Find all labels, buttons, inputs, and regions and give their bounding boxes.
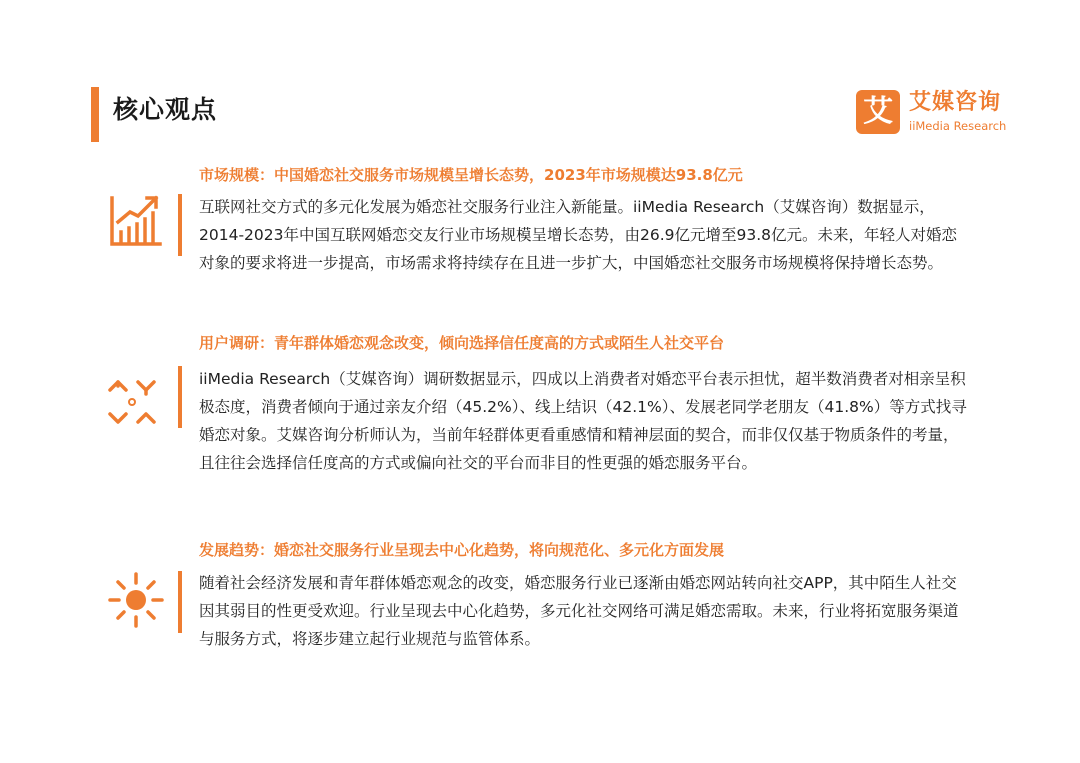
section-accent-bar [178, 194, 182, 256]
title-accent-bar [91, 87, 99, 142]
iimedia-logo [856, 90, 1016, 136]
section-body-market-size: 互联网社交方式的多元化发展为婚恋社交服务行业注入新能量。iiMedia Research（艾媒咨询）数据显示，2014-2023年中国互联网婚恋交友行业市场规模呈增长态势，由26.9亿元增至93.8亿元。未来，年轻人对婚恋对象的要求将进一步提高，市场需求将持续存在且进一步扩大，中国婚恋社交服务市场规模将保持增长态势。 [199, 198, 958, 272]
sun-icon [106, 570, 166, 630]
section-heading-user-research: 用户调研：青年群体婚恋观念改变，倾向选择信任度高的方式或陌生人社交平台 [199, 334, 725, 352]
section-accent-bar [178, 571, 182, 633]
section-heading-market-size: 市场规模：中国婚恋社交服务市场规模呈增长态势，2023年市场规模达93.8亿元 [199, 166, 743, 184]
section-accent-bar [178, 366, 182, 428]
logo-chinese-name: 艾媒咨询 [909, 90, 1002, 115]
network-arrows-icon [102, 372, 162, 432]
logo-english-name: iiMedia Research [909, 119, 1007, 133]
section-body-trend: 随着社会经济发展和青年群体婚恋观念的改变，婚恋服务行业已逐渐由婚恋网站转向社交APP，其中陌生人社交因其弱目的性更受欢迎。行业呈现去中心化趋势，多元化社交网络可满足婚恋需取。未来，行业将拓宽服务渠道与服务方式，将逐步建立起行业规范与监管体系。 [199, 574, 959, 648]
section-body-user-research: iiMedia Research（艾媒咨询）调研数据显示，四成以上消费者对婚恋平台表示担忧，超半数消费者对相亲呈积极态度，消费者倾向于通过亲友介绍（45.2%）、线上结识（42.1%）、发展老同学老朋友（41.8%）等方式找寻婚恋对象。艾媒咨询分析师认为，当前年轻群体更看重感情和精神层面的契合，而非仅仅基于物质条件的考量，且往往会选择信任度高的方式或偏向社交的平台而非目的性更强的婚恋服务平台。 [199, 370, 967, 472]
logo-mark: 艾 [856, 90, 900, 134]
section-heading-trend: 发展趋势：婚恋社交服务行业呈现去中心化趋势，将向规范化、多元化方面发展 [199, 541, 725, 559]
page-title: 核心观点 [113, 95, 218, 124]
growth-chart-icon [108, 192, 168, 252]
